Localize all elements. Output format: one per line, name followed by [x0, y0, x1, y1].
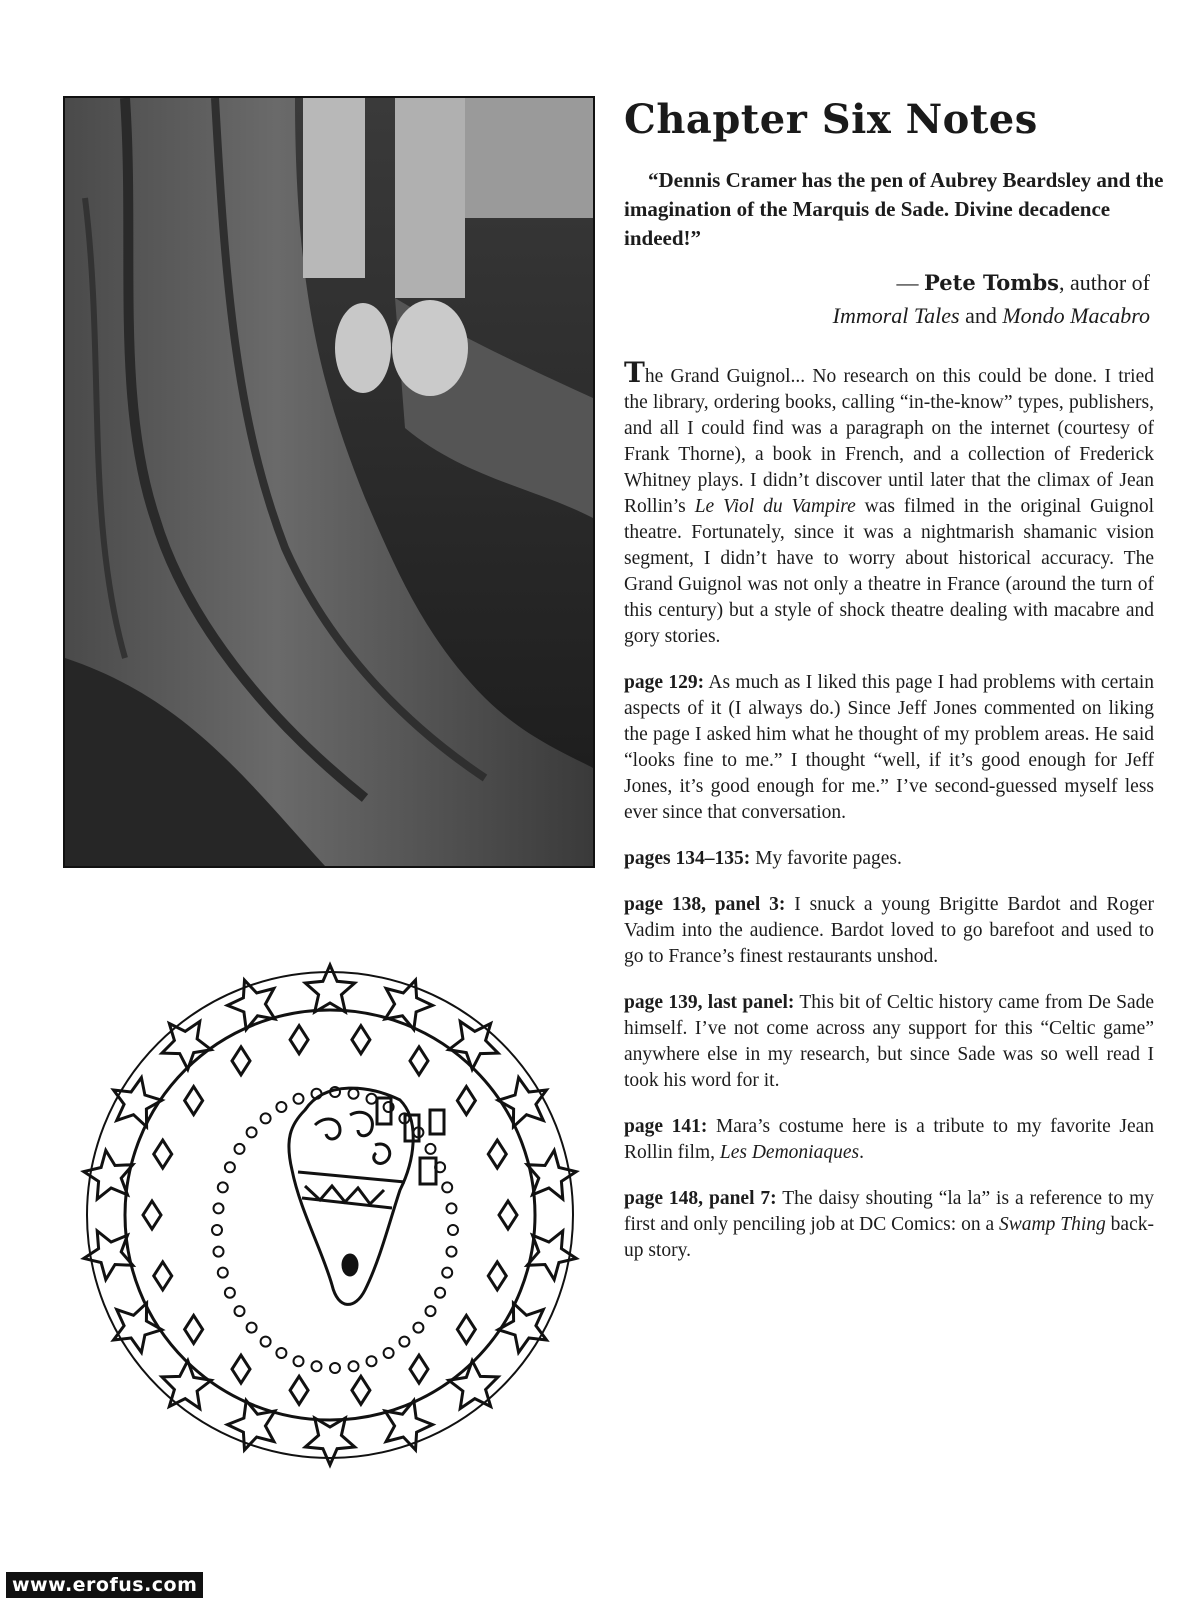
dot-icon: [225, 1162, 235, 1172]
diamond-icon: [154, 1140, 172, 1168]
star-icon: [498, 1078, 546, 1127]
note-end: .: [859, 1142, 864, 1163]
diamond-icon: [410, 1047, 428, 1075]
star-icon: [385, 980, 433, 1029]
star-icon: [114, 1303, 162, 1352]
star-icon: [162, 1361, 211, 1409]
dot-icon: [247, 1127, 257, 1137]
diamond-icon: [185, 1315, 203, 1343]
note-label: page 141:: [624, 1116, 708, 1137]
diamond-icon: [410, 1355, 428, 1383]
diamond-icon: [352, 1026, 370, 1054]
diamond-icon: [457, 1087, 475, 1115]
note-text: Mara’s costume here is a tribute to my favorite Jean Rollin film,: [624, 1116, 1154, 1163]
dot-icon: [448, 1225, 458, 1235]
star-icon: [449, 1021, 498, 1069]
dot-icon: [442, 1182, 452, 1192]
intro-text: he Grand Guignol... No research on this could be done. I tried the library, ordering books, calling “in-the-know” types, publishers, and all I could find was a paragraph on the internet (courtesy of Frank Thorne), a book in French, and a collection of Frederick Whitney plays. I didn’t discover until later that the climax of Jean Rollin’s: [624, 366, 1154, 517]
note-label: page 139, last panel:: [624, 992, 795, 1013]
note-page-129: [624, 670, 1154, 826]
attribution-dash: —: [896, 270, 925, 295]
note-text: As much as I liked this page I had problems with certain aspects of it (I always do.) Since Jeff Jones commented on liking the page I asked him what he thought of my problem areas. He said “looks fine to me.” I thought “well, if it’s good enough for Jeff Jones, it’s good enough for me.” I’ve second-guessed myself less ever since that conversation.: [624, 672, 1154, 823]
intro-paragraph: [624, 356, 1155, 650]
dot-icon: [276, 1348, 286, 1358]
note-text: This bit of Celtic history came from De Sade himself. I’ve not come across any support for this “Celtic game” anywhere else in my research, but since Sade was so well read I took his word for it.: [624, 992, 1155, 1091]
tree-roots-photo: [63, 96, 595, 868]
diamond-icon: [232, 1047, 250, 1075]
attribution-work-2: Mondo Macabro: [1002, 303, 1150, 328]
dot-icon: [399, 1337, 409, 1347]
star-ring-mandala-icon: [70, 950, 590, 1470]
diamond-icon: [457, 1315, 475, 1343]
watermark: www.erofus.com: [6, 1572, 203, 1598]
note-text: My favorite pages.: [750, 848, 902, 869]
intro-film-title: Le Viol du Vampire: [694, 496, 856, 517]
star-icon: [449, 1361, 498, 1409]
dot-icon: [442, 1268, 452, 1278]
dot-icon: [247, 1323, 257, 1333]
dot-icon: [235, 1306, 245, 1316]
diamond-icon: [499, 1201, 517, 1229]
note-end: back-up story.: [624, 1214, 1154, 1261]
dot-icon: [367, 1356, 377, 1366]
drop-cap: T: [624, 356, 645, 389]
attribution-line-1: [620, 266, 1150, 299]
dot-icon: [294, 1094, 304, 1104]
dot-icon: [218, 1182, 228, 1192]
dot-icon: [435, 1288, 445, 1298]
note-pages-134-135: [624, 846, 1154, 872]
diamond-icon: [185, 1087, 203, 1115]
note-label: page 138, panel 3:: [624, 894, 786, 915]
diamond-icon: [143, 1201, 161, 1229]
note-text: I snuck a young Brigitte Bardot and Roger Vadim into the audience. Bardot loved to go barefoot and used to go to France’s finest restaurants unshod.: [624, 894, 1154, 967]
dot-icon: [235, 1144, 245, 1154]
dot-icon: [214, 1247, 224, 1257]
dot-icon: [294, 1356, 304, 1366]
dot-icon: [447, 1247, 457, 1257]
diamond-icon: [352, 1376, 370, 1404]
note-label: pages 134–135:: [624, 848, 751, 869]
quote-attribution: [620, 266, 1150, 332]
star-icon: [498, 1303, 546, 1352]
dot-icon: [349, 1089, 359, 1099]
diamond-icon: [154, 1262, 172, 1290]
dot-icon: [349, 1361, 359, 1371]
attribution-role: , author of: [1058, 270, 1150, 295]
diamond-icon: [290, 1376, 308, 1404]
page-title: Chapter Six Notes: [624, 96, 1038, 143]
attribution-line-2: [620, 299, 1150, 332]
star-icon: [227, 980, 275, 1029]
attribution-work-1: Immoral Tales: [832, 303, 960, 328]
note-page-148: [624, 1186, 1154, 1264]
dot-icon: [312, 1361, 322, 1371]
epigraph-quote: “Dennis Cramer has the pen of Aubrey Beardsley and the imagination of the Marquis de Sade. Divine decadence indeed!”: [624, 168, 1164, 250]
dot-icon: [225, 1288, 235, 1298]
note-page-138: [624, 892, 1154, 970]
dot-icon: [261, 1337, 271, 1347]
intro-text-2: was filmed in the original Guignol theatre. Fortunately, since it was a nightmarish shamanic vision segment, I didn’t have to worry about historical accuracy. The Grand Guignol was not only a theatre in France (around the turn of this century) but a style of shock theatre dealing with macabre and gory stories.: [624, 496, 1155, 647]
notes-body: [624, 356, 1155, 1284]
note-page-139: [624, 990, 1154, 1094]
dot-icon: [218, 1268, 228, 1278]
dot-icon: [384, 1348, 394, 1358]
star-icon: [114, 1078, 162, 1127]
tree-roots-feet-image: [65, 98, 593, 866]
dot-icon: [276, 1102, 286, 1112]
note-comic-title: Swamp Thing: [999, 1214, 1106, 1235]
dot-icon: [447, 1203, 457, 1213]
dot-icon: [214, 1203, 224, 1213]
dot-icon: [261, 1113, 271, 1123]
dot-icon: [367, 1094, 377, 1104]
diamond-icon: [290, 1026, 308, 1054]
dot-icon: [330, 1363, 340, 1373]
star-icon: [162, 1021, 211, 1069]
diamond-icon: [488, 1262, 506, 1290]
dot-icon: [212, 1225, 222, 1235]
diamond-icon: [488, 1140, 506, 1168]
dot-icon: [413, 1323, 423, 1333]
note-text: The daisy shouting “la la” is a reference to my first and only penciling job at DC Comics: on a: [624, 1188, 1154, 1235]
note-label: page 148, panel 7:: [624, 1188, 777, 1209]
star-icon: [385, 1401, 433, 1450]
dot-icon: [426, 1144, 436, 1154]
note-film-title: Les Demoniaques: [719, 1142, 860, 1163]
dot-icon: [426, 1306, 436, 1316]
note-label: page 129:: [624, 672, 705, 693]
attribution-name: Pete Tombs: [924, 270, 1059, 295]
star-icon: [227, 1401, 275, 1450]
note-page-141: [624, 1114, 1154, 1166]
diamond-icon: [232, 1355, 250, 1383]
attribution-and: and: [959, 303, 1003, 328]
